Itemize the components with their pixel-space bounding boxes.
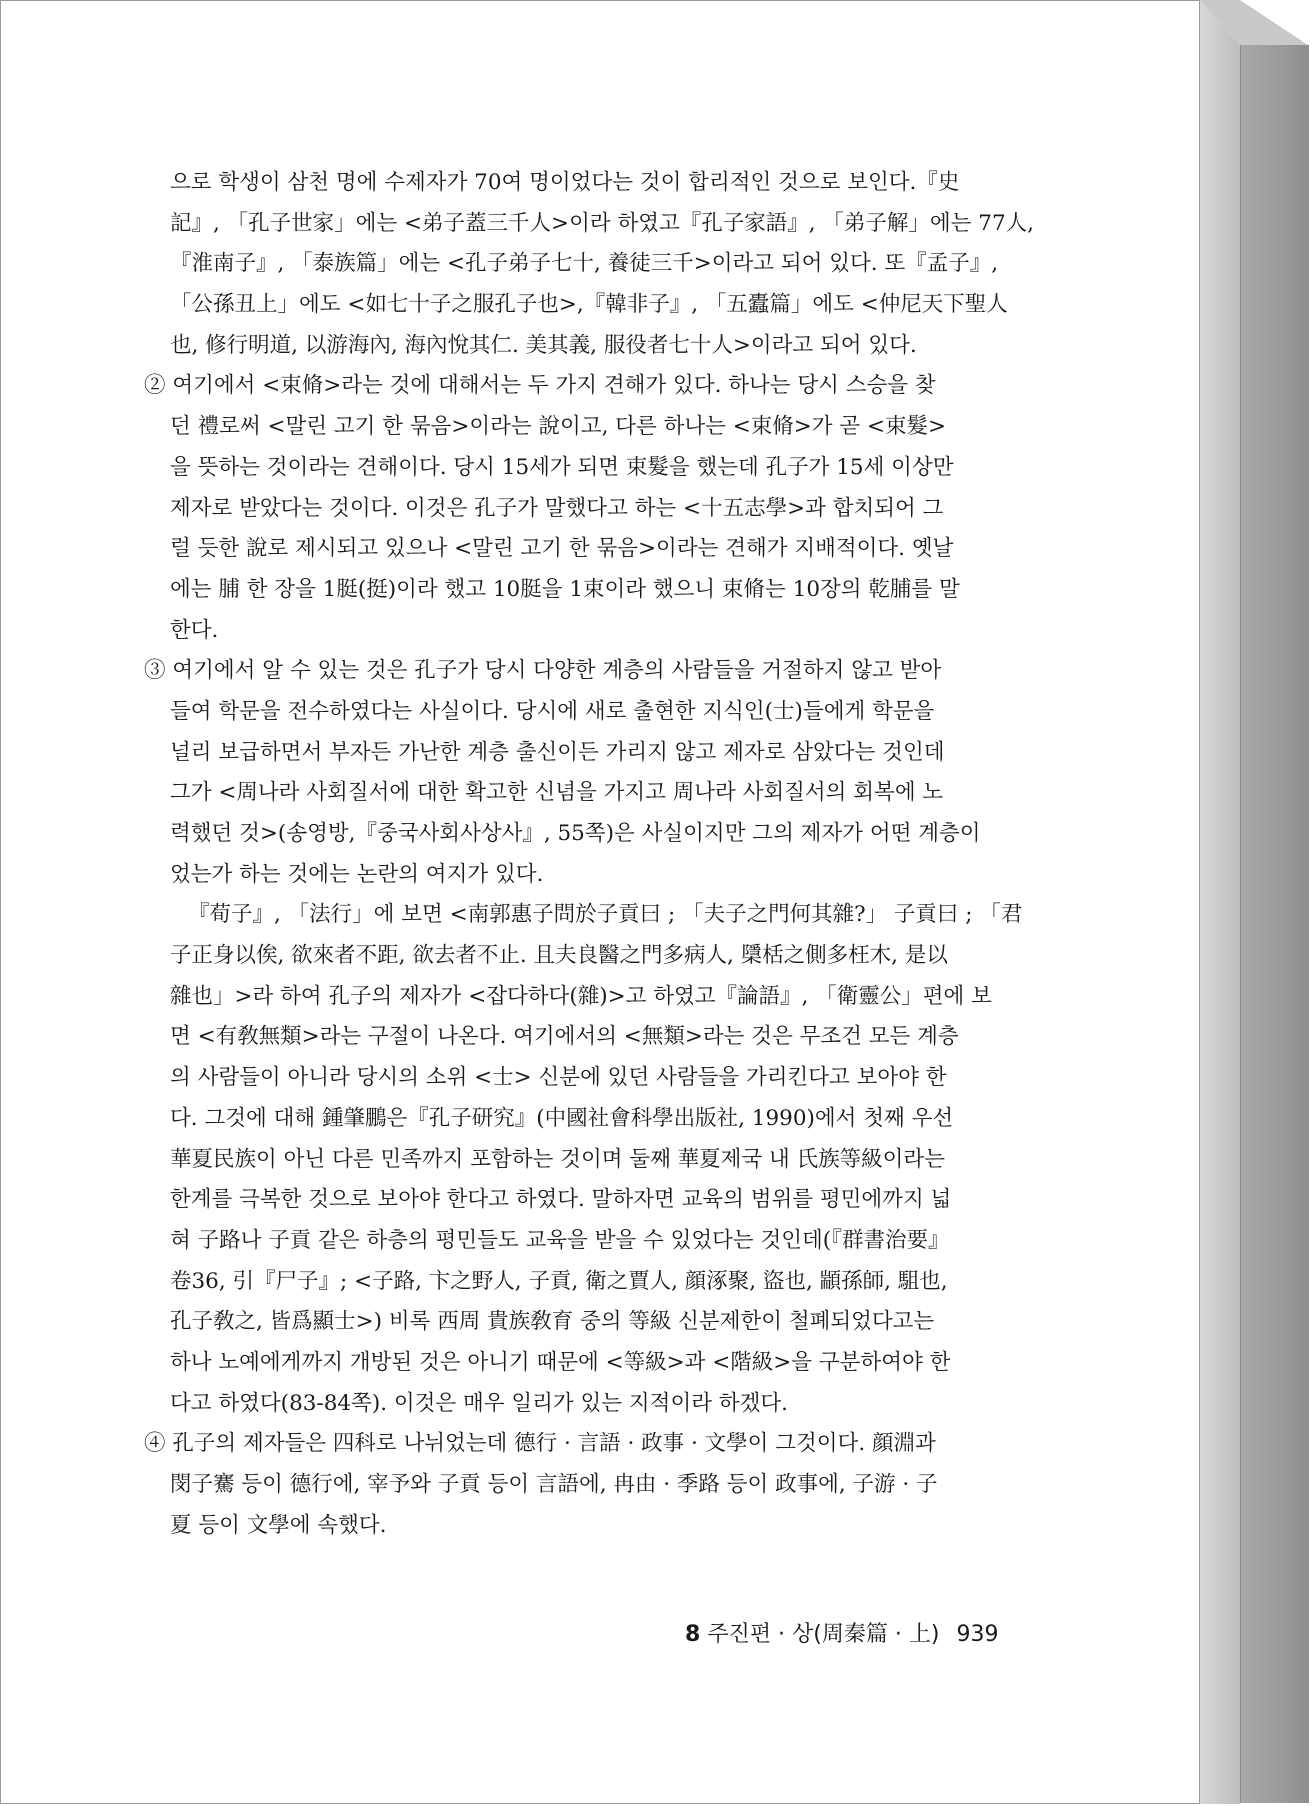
paragraph-start-line: 『荀子』, 「法行」에 보면 <南郭惠子問於子貢曰 ; 「夫子之門何其雜?」 子貢曰 ; 「君 xyxy=(188,902,1023,928)
note-4-line: ④ 孔子의 제자들은 四科로 나뉘었는데 德行 · 言語 · 政事 · 文學이 그것이다. 顔淵과 xyxy=(144,1431,936,1457)
text-line: 제자로 받았다는 것이다. 이것은 孔子가 말했다고 하는 <十五志學>과 합치되어 그 xyxy=(170,495,944,521)
text-line: 한다. xyxy=(170,617,219,643)
text-line: 던 禮로써 <말린 고기 한 묶음>이라는 說이고, 다른 하나는 <束脩>가 곧 <束髮> xyxy=(170,414,947,440)
page-body-text xyxy=(144,163,1040,1546)
text-line: 을 뜻하는 것이라는 견해이다. 당시 15세가 되면 束髮을 했는데 孔子가 15세 이상만 xyxy=(170,454,954,480)
text-line: 그가 <周나라 사회질서에 대한 확고한 신념을 가지고 周나라 사회질서의 회복에 노 xyxy=(170,780,944,806)
text-line: 들여 학문을 전수하였다는 사실이다. 당시에 새로 출현한 지식인(士)들에게 학문을 xyxy=(170,698,935,724)
text-line: 『淮南子』, 「泰族篇」에는 <孔子弟子七十, 養徒三千>이라고 되어 있다. 또『孟子』, xyxy=(170,251,999,277)
text-line: 의 사람들이 아니라 당시의 소위 <士> 신분에 있던 사람들을 가리킨다고 보아야 한 xyxy=(170,1065,947,1091)
text-line: 한계를 극복한 것으로 보아야 한다고 하였다. 말하자면 교육의 범위를 평민에까지 넓 xyxy=(170,1187,952,1213)
text-line: 럴 듯한 說로 제시되고 있으나 <말린 고기 한 묶음>이라는 견해가 지배적이다. 옛날 xyxy=(170,536,954,562)
page-footer xyxy=(685,1617,998,1648)
text-line: 면 <有敎無類>라는 구절이 나온다. 여기에서의 <無類>라는 것은 무조건 모든 계층 xyxy=(170,1024,959,1050)
text-line: 혀 子路나 子貢 같은 하층의 평민들도 교육을 받을 수 있었다는 것인데(『群書治要』 xyxy=(170,1227,950,1253)
note-2-line: ② 여기에서 <束脩>라는 것에 대해서는 두 가지 견해가 있다. 하나는 당시 스승을 찾 xyxy=(144,373,936,399)
page-fore-edge xyxy=(1200,0,1240,1804)
text-line: 子正身以俟, 欲來者不距, 欲去者不止. 且夫良醫之門多病人, 檃栝之側多枉木, 是以 xyxy=(170,943,948,969)
text-line: 閔子騫 등이 德行에, 宰予와 子貢 등이 言語에, 冉由 · 季路 등이 政事에, 子游 · 子 xyxy=(170,1472,938,1497)
text-line: 「公孫丑上」에도 <如七十子之服孔子也>,『韓非子』, 「五蠹篇」에도 <仲尼天下聖人 xyxy=(170,292,1008,318)
book-side-edge xyxy=(1240,45,1309,1803)
text-line: 孔子敎之, 皆爲顯士>) 비록 西周 貴族敎育 중의 等級 신분제한이 철폐되었다고는 xyxy=(170,1309,935,1335)
chapter-number: 8 xyxy=(685,1622,701,1647)
chapter-title: 주진편 · 상(周秦篇 · 上) xyxy=(707,1622,940,1647)
text-line: 었는가 하는 것에는 논란의 여지가 있다. xyxy=(170,861,544,887)
text-line: 卷36, 引『尸子』; <子路, 卞之野人, 子貢, 衛之賈人, 顔涿聚, 盜也, 顓孫師, 駔也, xyxy=(170,1268,948,1294)
text-line: 記』, 「孔子世家」에는 <弟子蓋三千人>이라 하였고『孔子家語』, 「弟子解」에는 77人, xyxy=(170,210,1034,236)
text-line: 으로 학생이 삼천 명에 수제자가 70여 명이었다는 것이 합리적인 것으로 보인다.『史 xyxy=(170,170,960,195)
text-line: 也, 修行明道, 以游海內, 海內悅其仁. 美其義, 服役者七十人>이라고 되어 있다. xyxy=(170,332,917,358)
text-line: 력했던 것>(송영방,『중국사회사상사』, 55쪽)은 사실이지만 그의 제자가 어떤 계층이 xyxy=(170,821,981,846)
text-line: 하나 노예에게까지 개방된 것은 아니기 때문에 <等級>과 <階級>을 구분하여야 한 xyxy=(170,1349,951,1375)
note-3-line: ③ 여기에서 알 수 있는 것은 孔子가 당시 다양한 계층의 사람들을 거절하지 않고 받아 xyxy=(144,658,942,684)
text-line: 夏 등이 文學에 속했다. xyxy=(170,1512,387,1538)
page-number: 939 xyxy=(956,1622,999,1647)
text-line: 華夏民族이 아닌 다른 민족까지 포함하는 것이며 둘째 華夏제국 내 氏族等級이라는 xyxy=(170,1146,945,1172)
text-line: 雜也」>라 하여 孔子의 제자가 <잡다하다(雜)>고 하였고『論語』, 「衛靈公」편에 보 xyxy=(170,983,992,1009)
text-line: 다고 하였다(83-84쪽). 이것은 매우 일리가 있는 지적이라 하겠다. xyxy=(170,1390,788,1416)
text-line: 에는 脯 한 장을 1脡(挺)이라 했고 10脡을 1束이라 했으니 束脩는 10장의 乾脯를 말 xyxy=(170,576,960,602)
text-line: 다. 그것에 대해 鍾肇鵬은『孔子研究』(中國社會科學出版社, 1990)에서 첫째 우선 xyxy=(170,1105,954,1131)
text-line: 널리 보급하면서 부자든 가난한 계층 출신이든 가리지 않고 제자로 삼았다는 것인데 xyxy=(170,739,945,765)
